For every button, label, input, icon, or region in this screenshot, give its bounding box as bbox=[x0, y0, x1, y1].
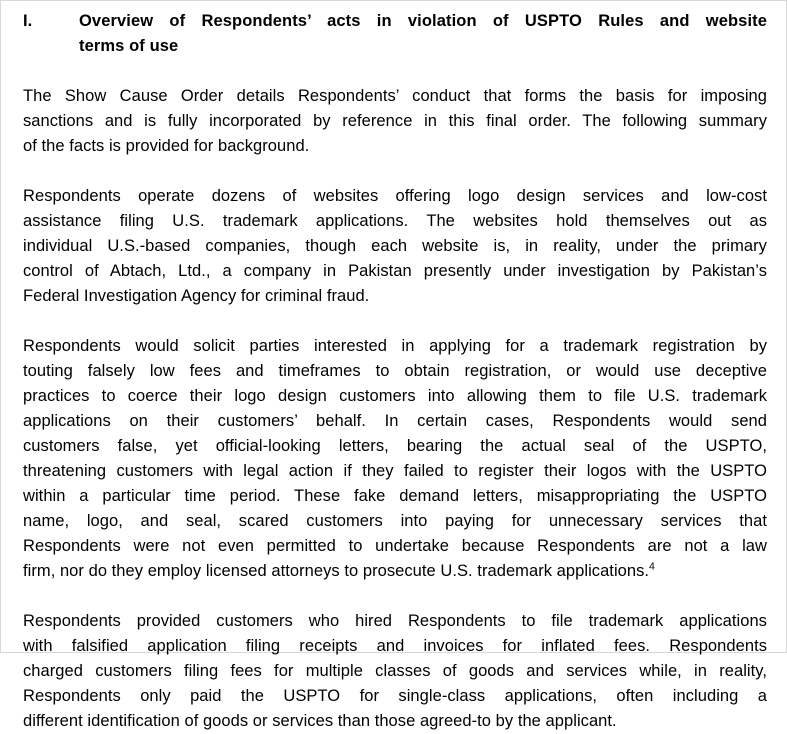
body-paragraph bbox=[23, 334, 767, 584]
paragraph-line: individual U.S.-based companies, though each website is, in reality, under the primary bbox=[23, 237, 767, 255]
section-heading-line: terms of use bbox=[79, 37, 179, 55]
paragraph-line: different identification of goods or services than those agreed-to by the applicant. bbox=[23, 712, 617, 730]
paragraph-line: touting falsely low fees and timeframes to obtain registration, or would use deceptive bbox=[23, 362, 767, 380]
paragraph-line: The Show Cause Order details Respondents’ conduct that forms the basis for imposing bbox=[23, 87, 767, 105]
paragraph-line: practices to coerce their logo design customers into allowing them to file U.S. trademark bbox=[23, 387, 767, 405]
paragraph-line: Respondents were not even permitted to undertake because Respondents are not a law bbox=[23, 537, 767, 555]
paragraph-line: sanctions and is fully incorporated by reference in this final order. The following summary bbox=[23, 112, 767, 130]
paragraph-line: threatening customers with legal action if they failed to register their logos with the USPTO bbox=[23, 462, 767, 480]
paragraph-line: Respondents operate dozens of websites offering logo design services and low-cost bbox=[23, 187, 767, 205]
paragraph-line: Respondents only paid the USPTO for single-class applications, often including a bbox=[23, 687, 767, 705]
body-paragraph bbox=[23, 84, 767, 159]
paragraph-spacer bbox=[23, 309, 767, 334]
paragraph-line: assistance filing U.S. trademark applications. The websites hold themselves out as bbox=[23, 212, 767, 230]
paragraph-line: charged customers filing fees for multiple classes of goods and services while, in reality, bbox=[23, 662, 767, 680]
paragraph-line: with falsified application filing receipts and invoices for inflated fees. Respondents bbox=[23, 637, 767, 655]
paragraph-line: Respondents provided customers who hired Respondents to file trademark applications bbox=[23, 612, 767, 630]
paragraph-line: customers false, yet official-looking letters, bearing the actual seal of the USPTO, bbox=[23, 437, 767, 455]
body-paragraph bbox=[23, 184, 767, 309]
section-heading bbox=[23, 9, 767, 59]
paragraph-line: Respondents would solicit parties interested in applying for a trademark registration by bbox=[23, 337, 767, 355]
paragraph-spacer bbox=[23, 584, 767, 609]
paragraph-spacer bbox=[23, 159, 767, 184]
footnote-reference-marker[interactable]: 4 bbox=[649, 560, 655, 573]
paragraph-line: Federal Investigation Agency for criminal fraud. bbox=[23, 287, 370, 305]
paragraph-line: within a particular time period. These fake demand letters, misappropriating the USPTO bbox=[23, 487, 767, 505]
body-paragraph bbox=[23, 609, 767, 734]
paragraph-line: of the facts is provided for background. bbox=[23, 137, 310, 155]
section-number: I. bbox=[23, 12, 33, 30]
paragraph-line: name, logo, and seal, scared customers into paying for unnecessary services that bbox=[23, 512, 767, 530]
section-heading-line: Overview of Respondents’ acts in violation of USPTO Rules and website bbox=[79, 12, 767, 30]
paragraph-line: control of Abtach, Ltd., a company in Pakistan presently under investigation by Pakistan’s bbox=[23, 262, 767, 280]
paragraph-line: applications on their customers’ behalf. In certain cases, Respondents would send bbox=[23, 412, 767, 430]
paragraph-line-with-footnote bbox=[23, 559, 767, 584]
document-content bbox=[23, 9, 767, 734]
section-heading-title bbox=[79, 9, 767, 59]
paragraph-line-text: firm, nor do they employ licensed attorneys to prosecute U.S. trademark applications. bbox=[23, 562, 650, 580]
heading-paragraph-spacer bbox=[23, 59, 767, 84]
